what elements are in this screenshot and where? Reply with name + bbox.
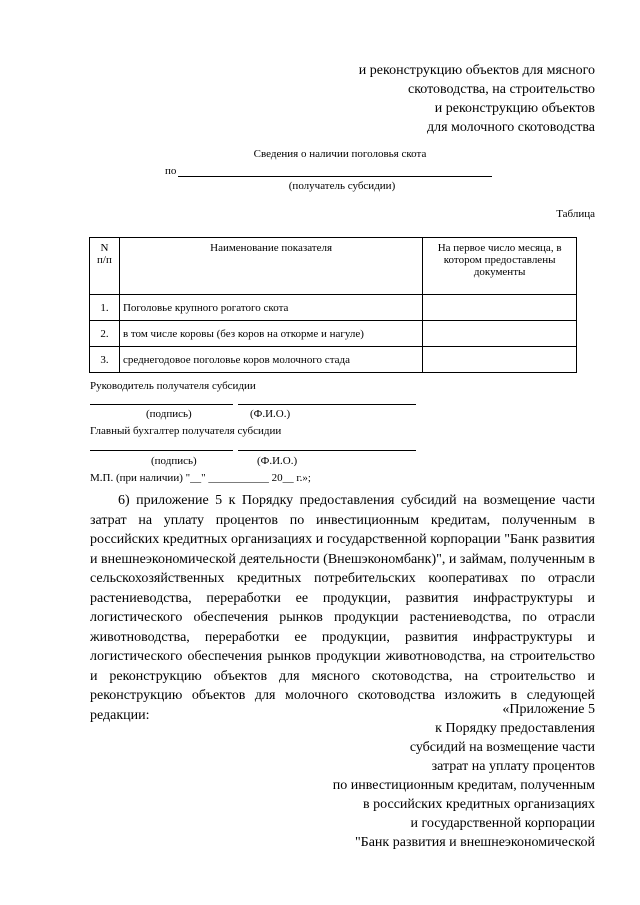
row-name: в том числе коровы (без коров на откорме и нагуле) [119, 321, 422, 347]
row-value [423, 295, 577, 321]
accountant-fio-line [238, 450, 416, 451]
po-label: по [165, 165, 177, 177]
row-num: 1. [90, 295, 120, 321]
appendix-line: к Порядку предоставления [435, 721, 595, 736]
head-fio-line [238, 404, 416, 405]
head-sign-line [90, 404, 233, 405]
row-name: среднегодовое поголовье коров молочного стада [119, 347, 422, 373]
appendix-line: и государственной корпорации [410, 816, 595, 831]
head-label: Руководитель получателя субсидии [90, 380, 256, 392]
table-label: Таблица [556, 208, 595, 220]
appendix-line: «Приложение 5 [502, 702, 595, 717]
row-value [423, 347, 577, 373]
table-header-row [90, 238, 577, 295]
amendment-paragraph: 6) приложение 5 к Порядку предоставления субсидий на возмещение части затрат на уплату процентов по инвестиционным кредитам, полученным в российских кредитных организациях и государственной корпорации "Банк развития и внешнеэкономической деятельности (Внешэкономбанк)", и займам, полученным в сельскохозяйственных кредитных потребительских кооперативах по отрасли растениеводства, переработки ее продукции, развития инфраструктуры и логистического обеспечения рынков продукции растениеводства, по отрасли животноводства, переработки ее продукции, развития инфраструктуры и логистического обеспечения рынков продукции животноводства, на строительство и реконструкцию объектов для мясного скотоводства, на строительство и реконструкцию объектов для молочного скотоводства изложить в следующей редакции: [90, 493, 595, 723]
head-sign-caption: (подпись) [146, 408, 192, 420]
appendix-line: субсидий на возмещение части [409, 740, 595, 755]
row-name: Поголовье крупного рогатого скота [119, 295, 422, 321]
table-row [90, 295, 577, 321]
header-date: На первое число месяца, в котором предоставлены документы [423, 238, 577, 295]
header-reference-block [359, 61, 595, 137]
header-name: Наименование показателя [119, 238, 422, 295]
table-row [90, 321, 577, 347]
head-fio-caption: (Ф.И.О.) [250, 408, 291, 420]
mp-line: М.П. (при наличии) "__" ___________ 20__ г.»; [90, 472, 311, 484]
appendix-line: по инвестиционным кредитам, полученным [332, 778, 595, 793]
accountant-fio-caption: (Ф.И.О.) [257, 455, 298, 467]
livestock-table [89, 237, 577, 373]
appendix-line: "Банк развития и внешнеэкономической [354, 835, 595, 850]
appendix-header-block [333, 700, 595, 852]
row-num: 3. [90, 347, 120, 373]
appendix-line: в российских кредитных организациях [363, 797, 595, 812]
row-num: 2. [90, 321, 120, 347]
form-title: Сведения о наличии поголовья скота [253, 148, 427, 160]
recipient-line [178, 176, 492, 177]
accountant-label: Главный бухгалтер получателя субсидии [90, 425, 282, 437]
header-num: N п/п [90, 238, 120, 295]
recipient-caption: (получатель субсидии) [288, 180, 396, 192]
header-line: скотоводства, на строительство [407, 82, 595, 97]
accountant-sign-caption: (подпись) [151, 455, 197, 467]
table-row [90, 347, 577, 373]
row-value [423, 321, 577, 347]
accountant-sign-line [90, 450, 233, 451]
header-line: и реконструкцию объектов для мясного [358, 63, 595, 78]
header-line: для молочного скотоводства [426, 120, 595, 135]
header-line: и реконструкцию объектов [434, 101, 595, 116]
appendix-line: затрат на уплату процентов [431, 759, 595, 774]
